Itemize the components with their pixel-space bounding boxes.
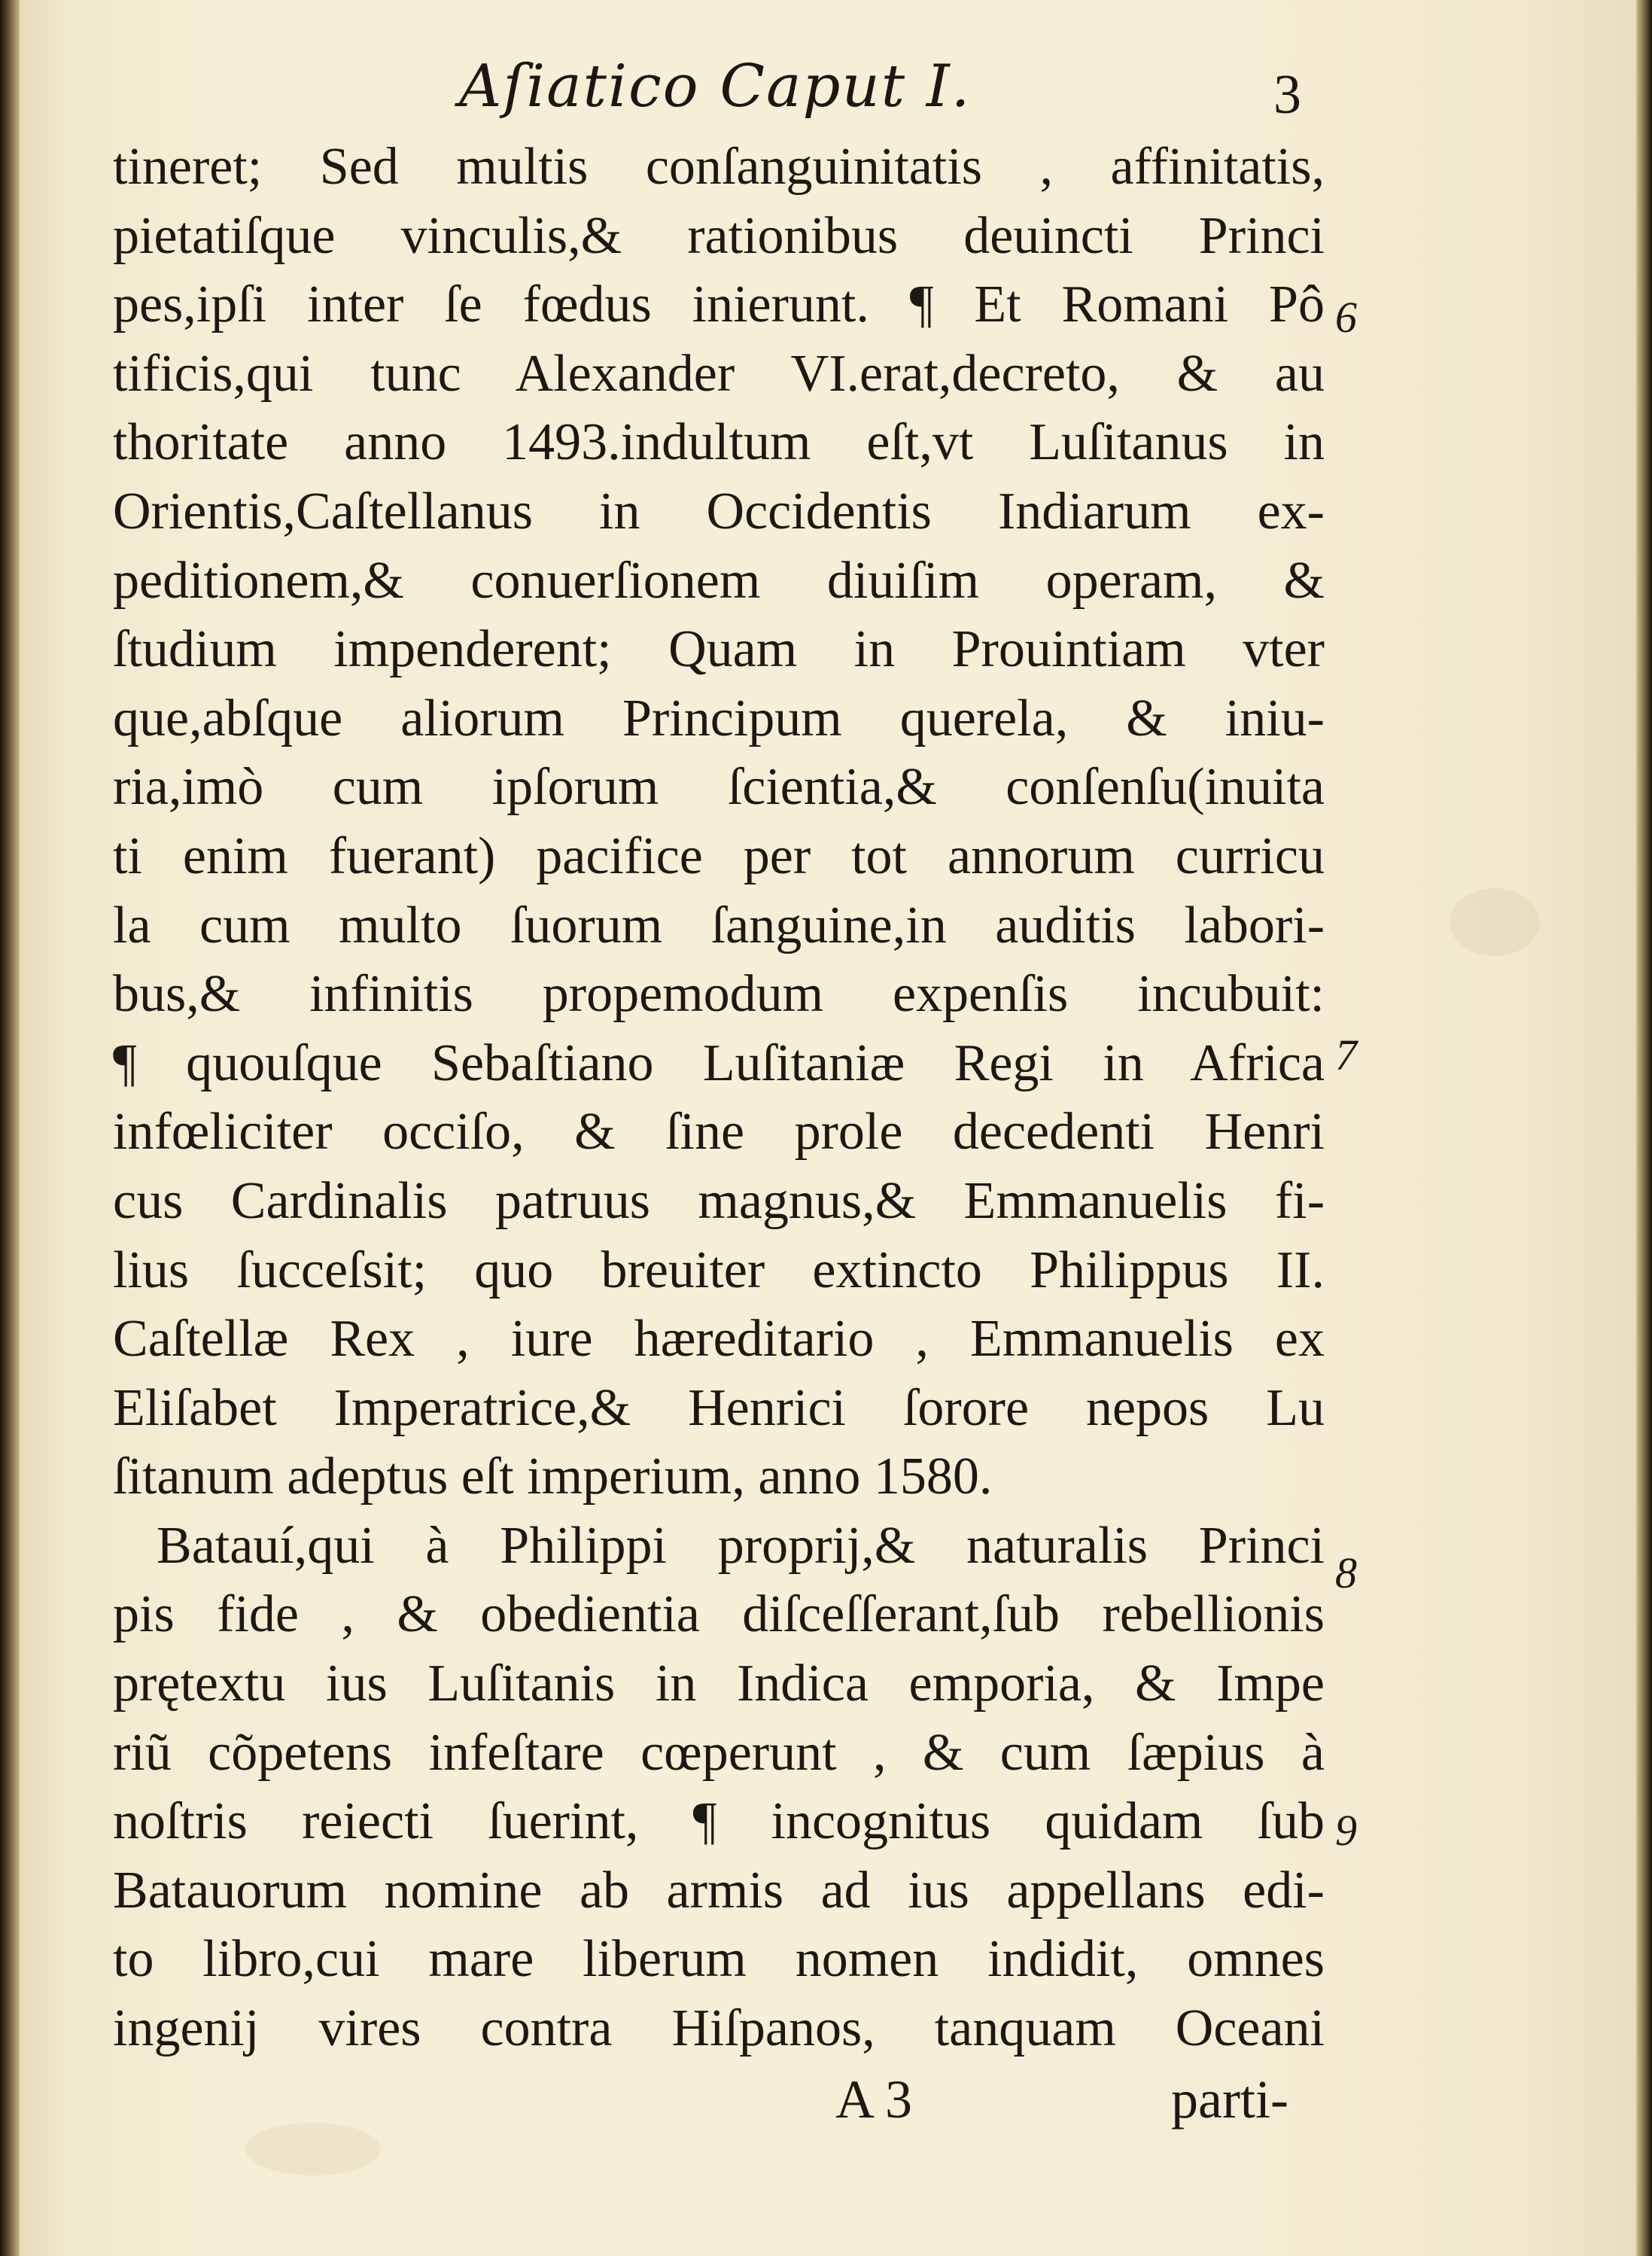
text-line: lius ſucceſsit; quo breuiter extincto Philippus II. <box>113 1241 1325 1299</box>
margin-note-number: 6 <box>1335 293 1357 342</box>
text-line: Caſtellæ Rex , iure hæreditario , Emmanuelis ex <box>113 1310 1325 1369</box>
text-line: pes,ipſi inter ſe fœdus inierunt. ¶ Et Romani Pô <box>113 276 1325 334</box>
text-line: ſitanum adeptus eſt imperium, anno 1580. <box>113 1448 993 1506</box>
margin-note-number: 9 <box>1335 1806 1357 1855</box>
catchword: parti- <box>1171 2069 1288 2130</box>
page-number: 3 <box>1273 64 1301 126</box>
text-line: ſtudium impenderent; Quam in Prouintiam vter <box>113 620 1325 679</box>
text-line: cus Cardinalis patruus magnus,& Emmanuelis fi- <box>113 1171 1325 1230</box>
text-line: tineret; Sed multis conſanguinitatis , affinitatis, <box>113 138 1325 196</box>
text-line: to libro,cui mare liberum nomen indidit, omnes <box>113 1930 1325 1989</box>
text-line: infœliciter occiſo, & ſine prole decedenti Henri <box>113 1103 1325 1161</box>
text-line: pis fide , & obedientia diſceſſerant,ſub rebellionis <box>113 1585 1325 1644</box>
text-line: ria,imò cum ipſorum ſcientia,& conſenſu(inuita <box>113 758 1325 817</box>
margin-note-number: 8 <box>1335 1548 1357 1597</box>
text-line: Batauorum nomine ab armis ad ius appellans edi- <box>113 1861 1325 1920</box>
text-line: ¶ quouſque Sebaſtiano Luſitaniæ Regi in Africa <box>113 1034 1325 1092</box>
text-line: pietatiſque vinculis,& rationibus deuincti Princi <box>113 206 1325 265</box>
text-line: la cum multo ſuorum ſanguine,in auditis labori- <box>113 896 1325 954</box>
text-line: ingenij vires contra Hiſpanos, tanquam Oceani <box>113 1999 1325 2058</box>
text-line: Batauí,qui à Philippi proprij,& naturalis Princi <box>157 1516 1325 1575</box>
text-line: Orientis,Caſtellanus in Occidentis Indiarum ex- <box>113 482 1325 540</box>
text-line: riũ cõpetens infeſtare cœperunt , & cum ſæpius à <box>113 1723 1325 1782</box>
text-line: peditionem,& conuerſionem diuiſim operam, & <box>113 551 1325 610</box>
text-line: Eliſabet Imperatrice,& Henrici ſorore nepos Lu <box>113 1378 1325 1437</box>
paper-stain <box>1450 888 1540 956</box>
text-line: tificis,qui tunc Alexander VI.erat,decreto, & au <box>113 344 1325 403</box>
text-line: noſtris reiecti ſuerint, ¶ incognitus quidam ſub <box>113 1792 1325 1851</box>
right-page-edge <box>1636 0 1652 2256</box>
left-page-edge <box>0 0 20 2256</box>
text-line: bus,& infinitis propemodum expenſis incubuit: <box>113 965 1325 1024</box>
paper-stain <box>245 2123 381 2175</box>
text-line: thoritate anno 1493.indultum eſt,vt Luſitanus in <box>113 413 1325 472</box>
margin-note-number: 7 <box>1335 1031 1357 1079</box>
text-line: prętextu ius Luſitanis in Indica emporia, & Impe <box>113 1655 1325 1713</box>
text-line: que,abſque aliorum Principum querela, & iniu- <box>113 689 1325 747</box>
body-text <box>113 132 1325 2063</box>
running-head: Aſiatico Caput I. <box>459 53 972 120</box>
signature-mark: A 3 <box>835 2069 913 2130</box>
text-line: ti enim fuerant) pacifice per tot annorum curricu <box>113 827 1325 885</box>
